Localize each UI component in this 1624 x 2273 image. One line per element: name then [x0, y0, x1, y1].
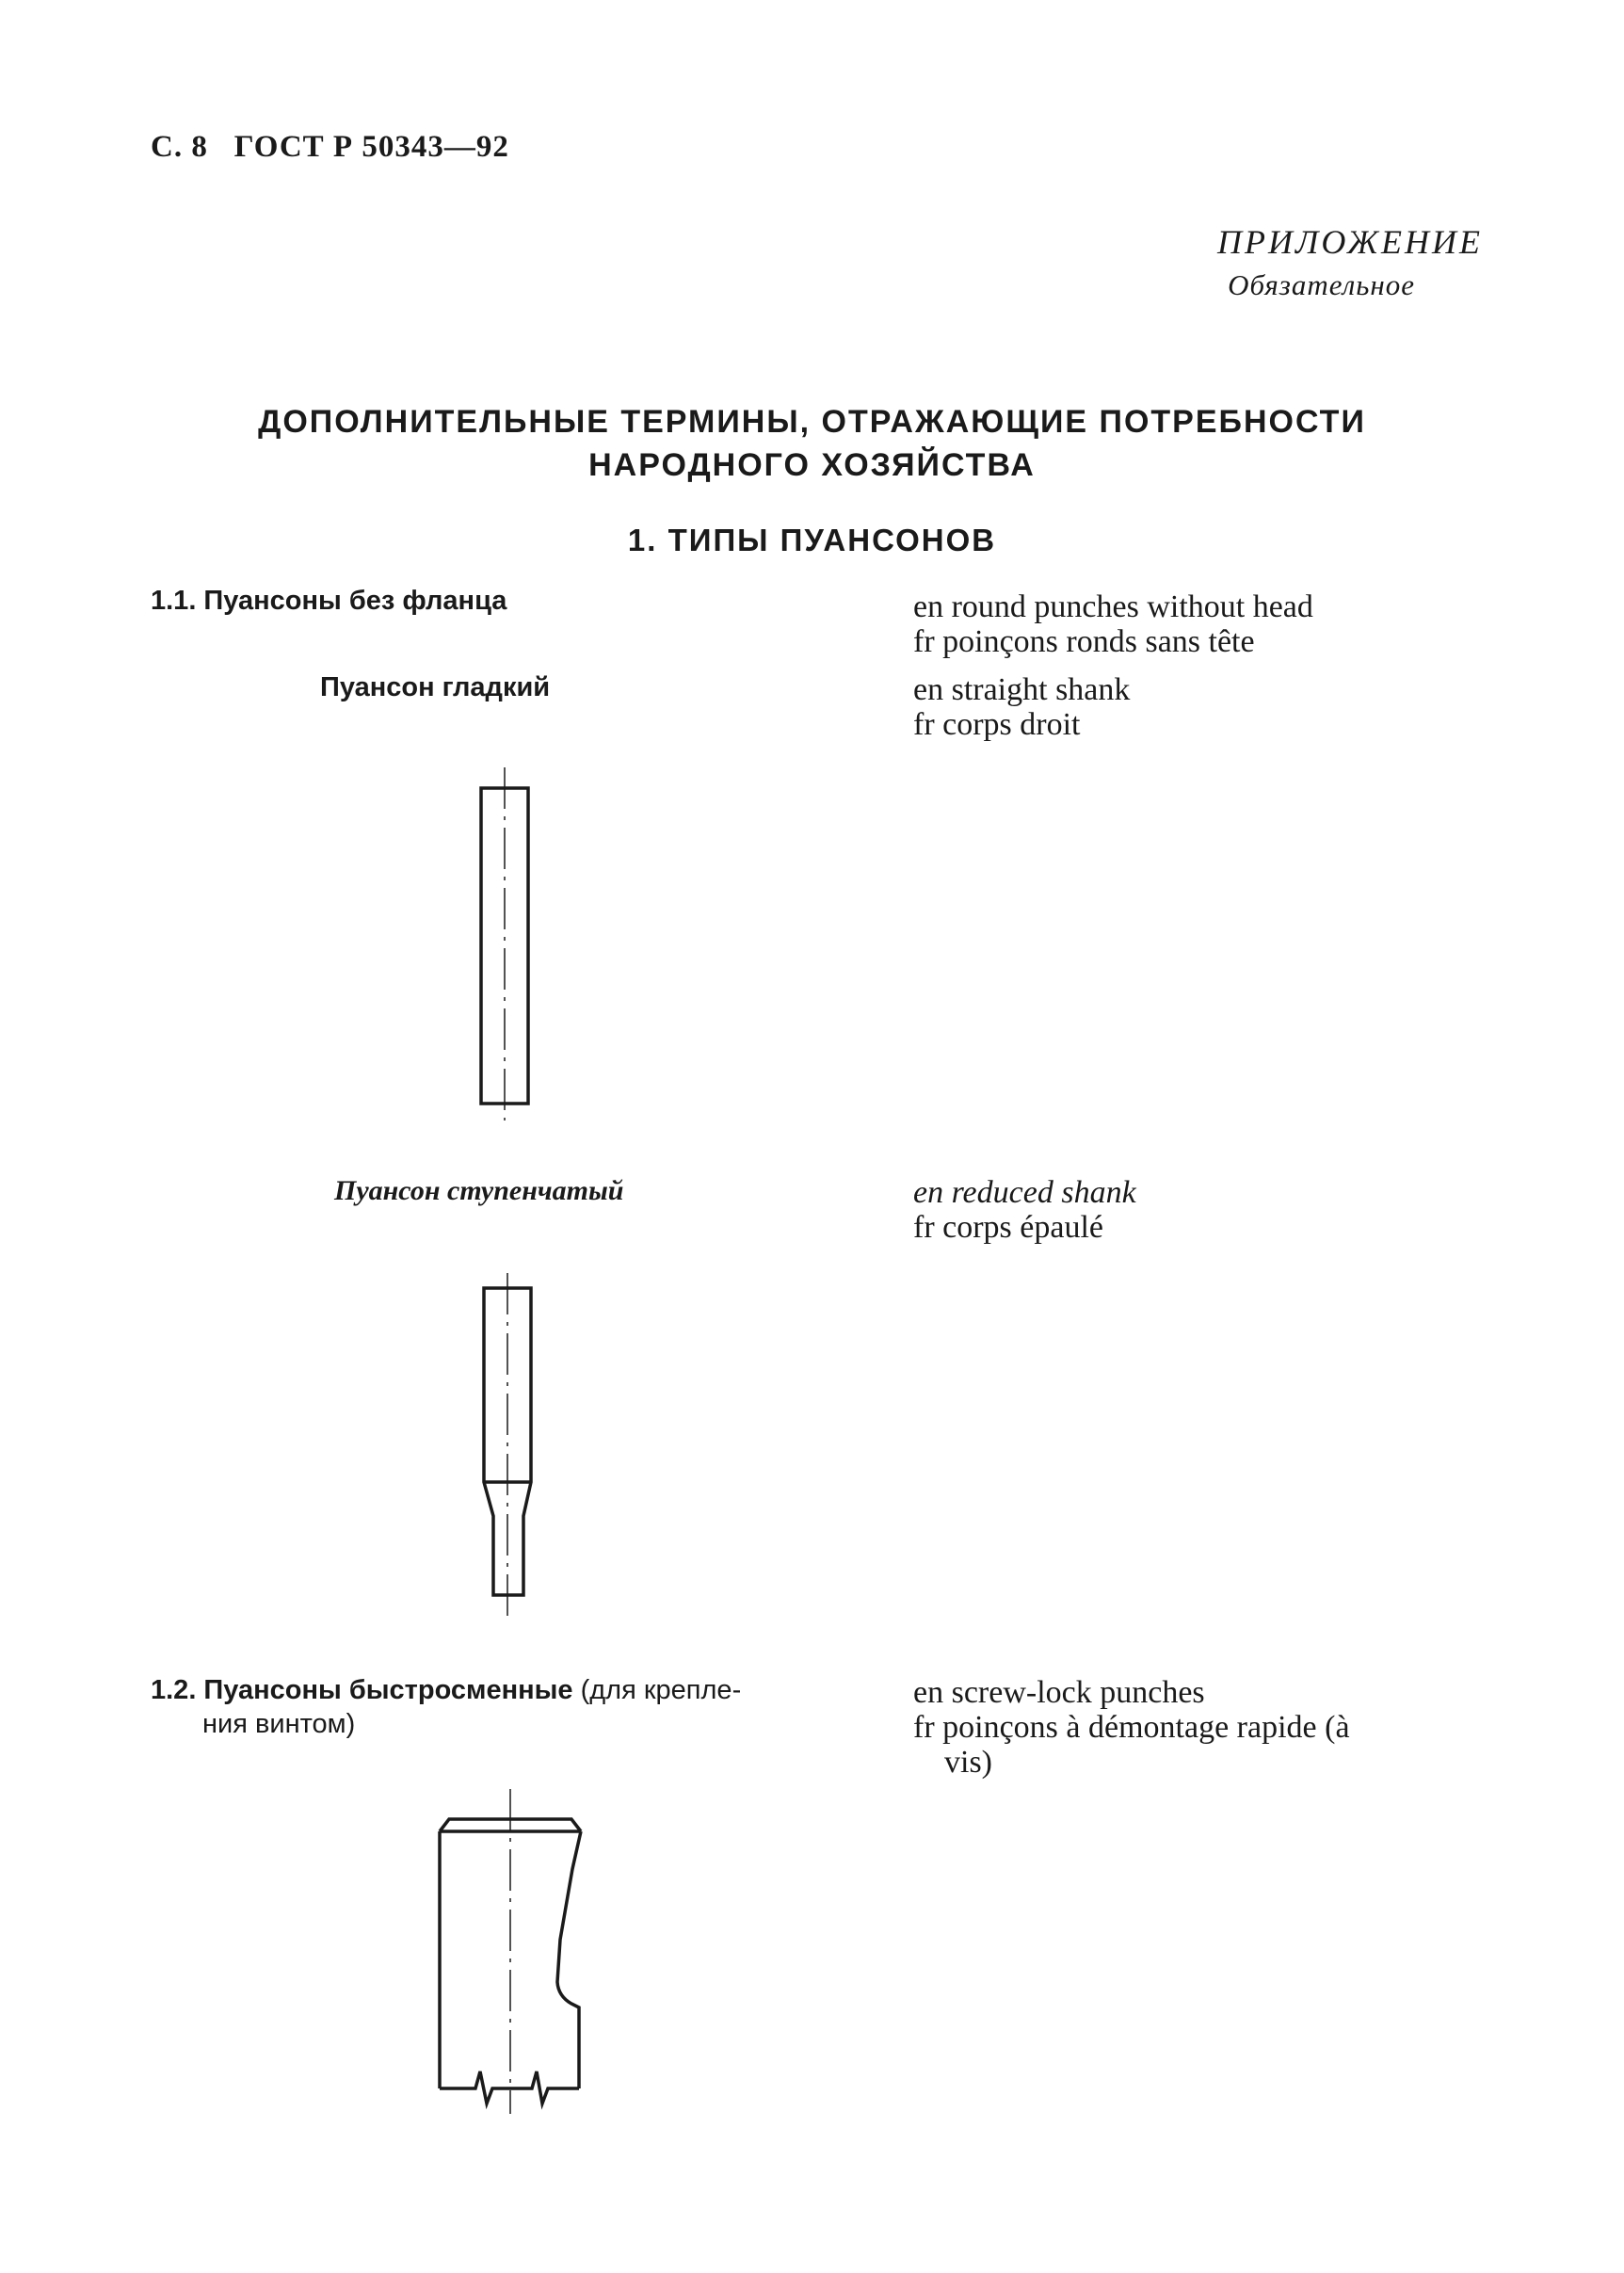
screw-lock-punch-drawing — [428, 1789, 598, 2114]
straight-punch-drawing — [466, 767, 551, 1120]
term-1-1-fr: fr poinçons ronds sans tête — [913, 624, 1255, 659]
term-stepped-punch-en: en reduced shank — [913, 1175, 1136, 1210]
screw-lock-punch-break-line — [440, 2071, 579, 2104]
section-title: 1. ТИПЫ ПУАНСОНОВ — [627, 523, 997, 557]
term-stepped-punch: Пуансон ступенчатый — [334, 1175, 624, 1206]
page-header — [151, 130, 509, 165]
term-1-1-en: en round punches without head — [913, 589, 1313, 624]
page-number: С. 8 — [151, 130, 208, 164]
term-1-2-fr-cont: vis) — [944, 1745, 992, 1780]
term-1-2-note-cont: ния винтом) — [202, 1709, 356, 1739]
term-straight-punch-en: en straight shank — [913, 672, 1131, 707]
standard-designation: ГОСТ Р 50343—92 — [233, 130, 509, 164]
term-straight-punch: Пуансон гладкий — [320, 672, 551, 702]
term-straight-punch-fr: fr corps droit — [913, 707, 1081, 742]
appendix-title: ПРИЛОЖЕНИЕ — [1217, 223, 1483, 261]
term-1-2-fr: fr poinçons à démontage rapide (à — [913, 1710, 1350, 1745]
term-stepped-punch-fr: fr corps épaulé — [913, 1210, 1104, 1245]
term-1-2-name: 1.2. Пуансоны быстросменные — [151, 1675, 573, 1705]
term-1-2-note: (для крепле- — [572, 1675, 742, 1705]
appendix-status: Обязательное — [1228, 268, 1415, 301]
document-title-line-1: ДОПОЛНИТЕЛЬНЫЕ ТЕРМИНЫ, ОТРАЖАЮЩИЕ ПОТРЕБНОСТИ — [258, 404, 1366, 440]
document-title-line-2: НАРОДНОГО ХОЗЯЙСТВА — [588, 447, 1036, 483]
screw-lock-punch-right-edge — [557, 1831, 581, 2088]
term-1-2 — [151, 1675, 741, 1706]
term-1-1: 1.1. Пуансоны без фланца — [151, 586, 507, 616]
term-1-2-en: en screw-lock punches — [913, 1675, 1205, 1710]
stepped-punch-drawing — [471, 1273, 546, 1617]
